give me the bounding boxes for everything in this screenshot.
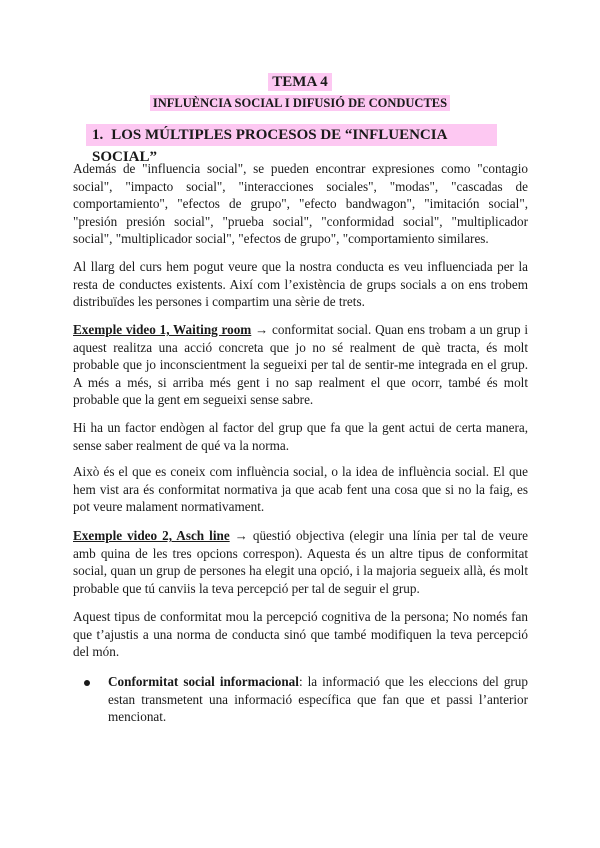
paragraph-course-context: Al llarg del curs hem pogut veure que la nostra conducta es veu influenciada per la resta de conductes existents. Així com l’existència de grups socials a on ens trobem distribuïdes les persones i compartim una sèrie de trets. bbox=[73, 259, 528, 310]
section-title: LOS MÚLTIPLES PROCESOS DE “INFLUENCIA SOCIAL” bbox=[92, 127, 447, 165]
section-heading bbox=[86, 124, 497, 165]
bullet-description: : la informació que les eleccions del grup estan transmetent una informació específica que fan que et passi l’anterior mencionat. bbox=[108, 674, 528, 725]
paragraph-example-2 bbox=[73, 527, 528, 597]
bullet-text bbox=[108, 673, 528, 726]
paragraph-endogenous-factor: Hi ha un factor endògen al factor del grup que fa que la gent actui de certa manera, sense saber realment de qué va la norma. bbox=[73, 420, 528, 453]
paragraph-cognitive-perception: Aquest tipus de conformitat mou la percepció cognitiva de la persona; No només fan que t’ajustis a una norma de conducta sinó que també modifiquen la teva percepció del món. bbox=[73, 609, 528, 660]
bullet-dot-icon bbox=[84, 680, 90, 686]
example-2-label: Exemple video 2, Asch line bbox=[73, 528, 230, 543]
paragraph-expressions: Además de "influencia social", se pueden encontrar expresiones como "contagio social", "impacto social", "interacciones sociales", "modas", "cascadas de comportamiento", "efectos de grupo", "efecto bandwagon", "imitación social", "presión presión social", "prueba social", "conformidad social", "multiplicador social", "multiplicador social", "efectos de grupo", "comportamiento similares. bbox=[73, 161, 528, 247]
example-2-text: → qüestió objectiva (elegir una línia per tal de veure amb quina de les tres opcions correspon). Aquesta és un altre tipus de conformitat social, quan un grup de persones ha elegit una opció, i la majoria segueix allà, és molt probable que tú canviis la teva percepció per tal de seguir el grup. bbox=[73, 528, 528, 596]
example-1-text: → conformitat social. Quan ens trobam a un grup i aquest realitza una acció concreta que jo no sé realment de què tracta, és molt probable que jo inconscientment la segueixi per tal de sentir-me integrada en el grup. A més a més, si arriba més gent i no sap realment el que ocorr, també és molt probable que la gent em segueixi sense sabre. bbox=[73, 322, 529, 408]
example-1-label: Exemple video 1, Waiting room bbox=[73, 322, 252, 337]
topic-heading bbox=[0, 73, 600, 91]
paragraph-example-1 bbox=[73, 321, 528, 409]
topic-label: TEMA 4 bbox=[268, 73, 331, 91]
paragraph-social-influence: Això és el que es coneix com influència social, o la idea de influència social. El que hem vist ara és conformitat normativa ja que acab fent una cosa que si no la faig, es pot veure malament normativament. bbox=[73, 464, 528, 515]
list-item bbox=[84, 673, 528, 726]
section-number: 1. bbox=[92, 127, 104, 143]
bullet-term: Conformitat social informacional bbox=[108, 674, 299, 689]
topic-subtitle bbox=[0, 94, 600, 112]
subtitle-label: INFLUÈNCIA SOCIAL I DIFUSIÓ DE CONDUCTES bbox=[150, 95, 450, 111]
